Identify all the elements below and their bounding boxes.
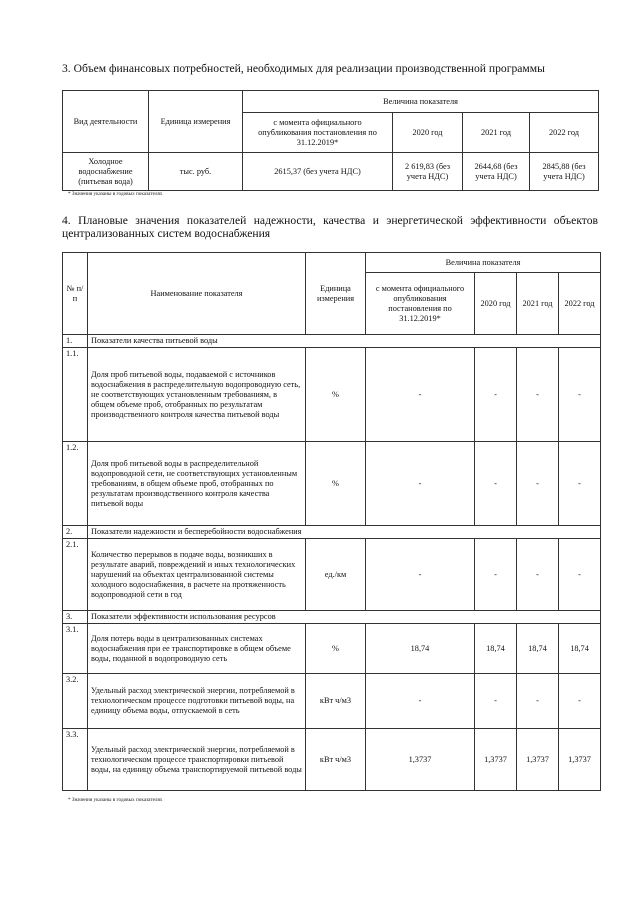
cell-num: 1.: [63, 335, 88, 348]
cell-2021: 2644,68 (без учета НДС): [463, 153, 530, 191]
cell-since: -: [366, 348, 475, 442]
header-value-group: Величина показателя: [366, 253, 601, 273]
cell-2020: -: [475, 539, 517, 611]
cell-2022: 1,3737: [559, 729, 601, 791]
cell-num: 2.: [63, 526, 88, 539]
cell-since: 2615,37 (без учета НДС): [243, 153, 393, 191]
header-2020: 2020 год: [393, 113, 463, 153]
cell-2022: -: [559, 674, 601, 729]
cell-num: 1.2.: [63, 442, 88, 526]
cell-2022: -: [559, 348, 601, 442]
table-row: [63, 526, 601, 539]
cell-unit: кВт ч/м3: [306, 729, 366, 791]
cell-2020: -: [475, 674, 517, 729]
cell-2020: 18,74: [475, 624, 517, 674]
cell-unit: тыс. руб.: [149, 153, 243, 191]
cell-2021: -: [517, 674, 559, 729]
cell-2020: -: [475, 348, 517, 442]
cell-2022: 18,74: [559, 624, 601, 674]
header-2021: 2021 год: [463, 113, 530, 153]
cell-unit: %: [306, 348, 366, 442]
cell-2022: -: [559, 442, 601, 526]
financial-needs-table: [62, 90, 599, 191]
cell-num: 3.1.: [63, 624, 88, 674]
header-2021: 2021 год: [517, 273, 559, 335]
table-row: [63, 729, 601, 791]
cell-name: Доля проб питьевой воды, подаваемой с источников водоснабжения в распределительную водопроводную сеть, не соответствующих установленным требованиям, в общем объеме проб, отобранных по результатам производственного контроля качества питьевой воды: [88, 348, 306, 442]
table-row: [63, 539, 601, 611]
header-num: № п/п: [63, 253, 88, 335]
header-value-group: Величина показателя: [243, 91, 599, 113]
cell-2022: 2845,88 (без учета НДС): [530, 153, 599, 191]
table-row: [63, 442, 601, 526]
group-title: Показатели надежности и бесперебойности водоснабжения: [88, 526, 601, 539]
cell-name: Доля потерь воды в централизованных системах водоснабжения при ее транспортировке в общем объеме воды, поданной в водопроводную сеть: [88, 624, 306, 674]
table-row: [63, 624, 601, 674]
group-title: Показатели эффективности использования ресурсов: [88, 611, 601, 624]
cell-since: 18,74: [366, 624, 475, 674]
cell-num: 3.3.: [63, 729, 88, 791]
cell-num: 1.1.: [63, 348, 88, 442]
section-4-heading: 4. Плановые значения показателей надежности, качества и энергетической эффективности объектов централизованных систем водоснабжения: [62, 214, 598, 240]
cell-2021: -: [517, 442, 559, 526]
cell-name: Доля проб питьевой воды в распределительной водопроводной сети, не соответствующих установленным требованиям, в общем объеме проб, отобранных по результатам производственного контроля качества питьевой воды: [88, 442, 306, 526]
cell-unit: %: [306, 624, 366, 674]
cell-name: Удельный расход электрической энергии, потребляемой в технологическом процессе подготовки питьевой воды, на единицу объема воды, отпускаемой в сеть: [88, 674, 306, 729]
indicators-table: [62, 252, 601, 791]
cell-since: -: [366, 442, 475, 526]
header-activity: Вид деятельности: [63, 91, 149, 153]
cell-2020: 2 619,83 (без учета НДС): [393, 153, 463, 191]
cell-since: -: [366, 674, 475, 729]
header-unit: Единица измерения: [149, 91, 243, 153]
cell-num: 3.2.: [63, 674, 88, 729]
cell-num: 3.: [63, 611, 88, 624]
cell-since: 1,3737: [366, 729, 475, 791]
header-since: с момента официального опубликования постановления по 31.12.2019*: [366, 273, 475, 335]
cell-2021: -: [517, 539, 559, 611]
footnote: * Значения указаны в годовых показателях: [68, 797, 163, 803]
section-3-heading: 3. Объем финансовых потребностей, необходимых для реализации производственной программы: [62, 62, 545, 75]
table-row: [63, 153, 599, 191]
header-unit: Единица измерения: [306, 253, 366, 335]
cell-2020: -: [475, 442, 517, 526]
table-row: [63, 611, 601, 624]
footnote: * Значения указаны в годовых показателях: [68, 191, 163, 197]
header-2020: 2020 год: [475, 273, 517, 335]
cell-name: Удельный расход электрической энергии, потребляемой в технологическом процессе транспортировки питьевой воды, на единицу объема транспортируемой питьевой воды: [88, 729, 306, 791]
cell-2020: 1,3737: [475, 729, 517, 791]
table-row: [63, 335, 601, 348]
group-title: Показатели качества питьевой воды: [88, 335, 601, 348]
cell-unit: кВт ч/м3: [306, 674, 366, 729]
table-row: [63, 674, 601, 729]
cell-unit: ед./км: [306, 539, 366, 611]
cell-since: -: [366, 539, 475, 611]
table-row: [63, 348, 601, 442]
header-2022: 2022 год: [530, 113, 599, 153]
cell-unit: %: [306, 442, 366, 526]
cell-2021: 1,3737: [517, 729, 559, 791]
cell-activity: Холодное водоснабжение (питьевая вода): [63, 153, 149, 191]
cell-2021: 18,74: [517, 624, 559, 674]
header-since: с момента официального опубликования постановления по 31.12.2019*: [243, 113, 393, 153]
cell-name: Количество перерывов в подаче воды, возникших в результате аварий, повреждений и иных технологических нарушений на объектах централизованной системы холодного водоснабжения, в расчете на протяженность водопроводной сети в год: [88, 539, 306, 611]
cell-2021: -: [517, 348, 559, 442]
header-name: Наименование показателя: [88, 253, 306, 335]
header-2022: 2022 год: [559, 273, 601, 335]
cell-2022: -: [559, 539, 601, 611]
cell-num: 2.1.: [63, 539, 88, 611]
